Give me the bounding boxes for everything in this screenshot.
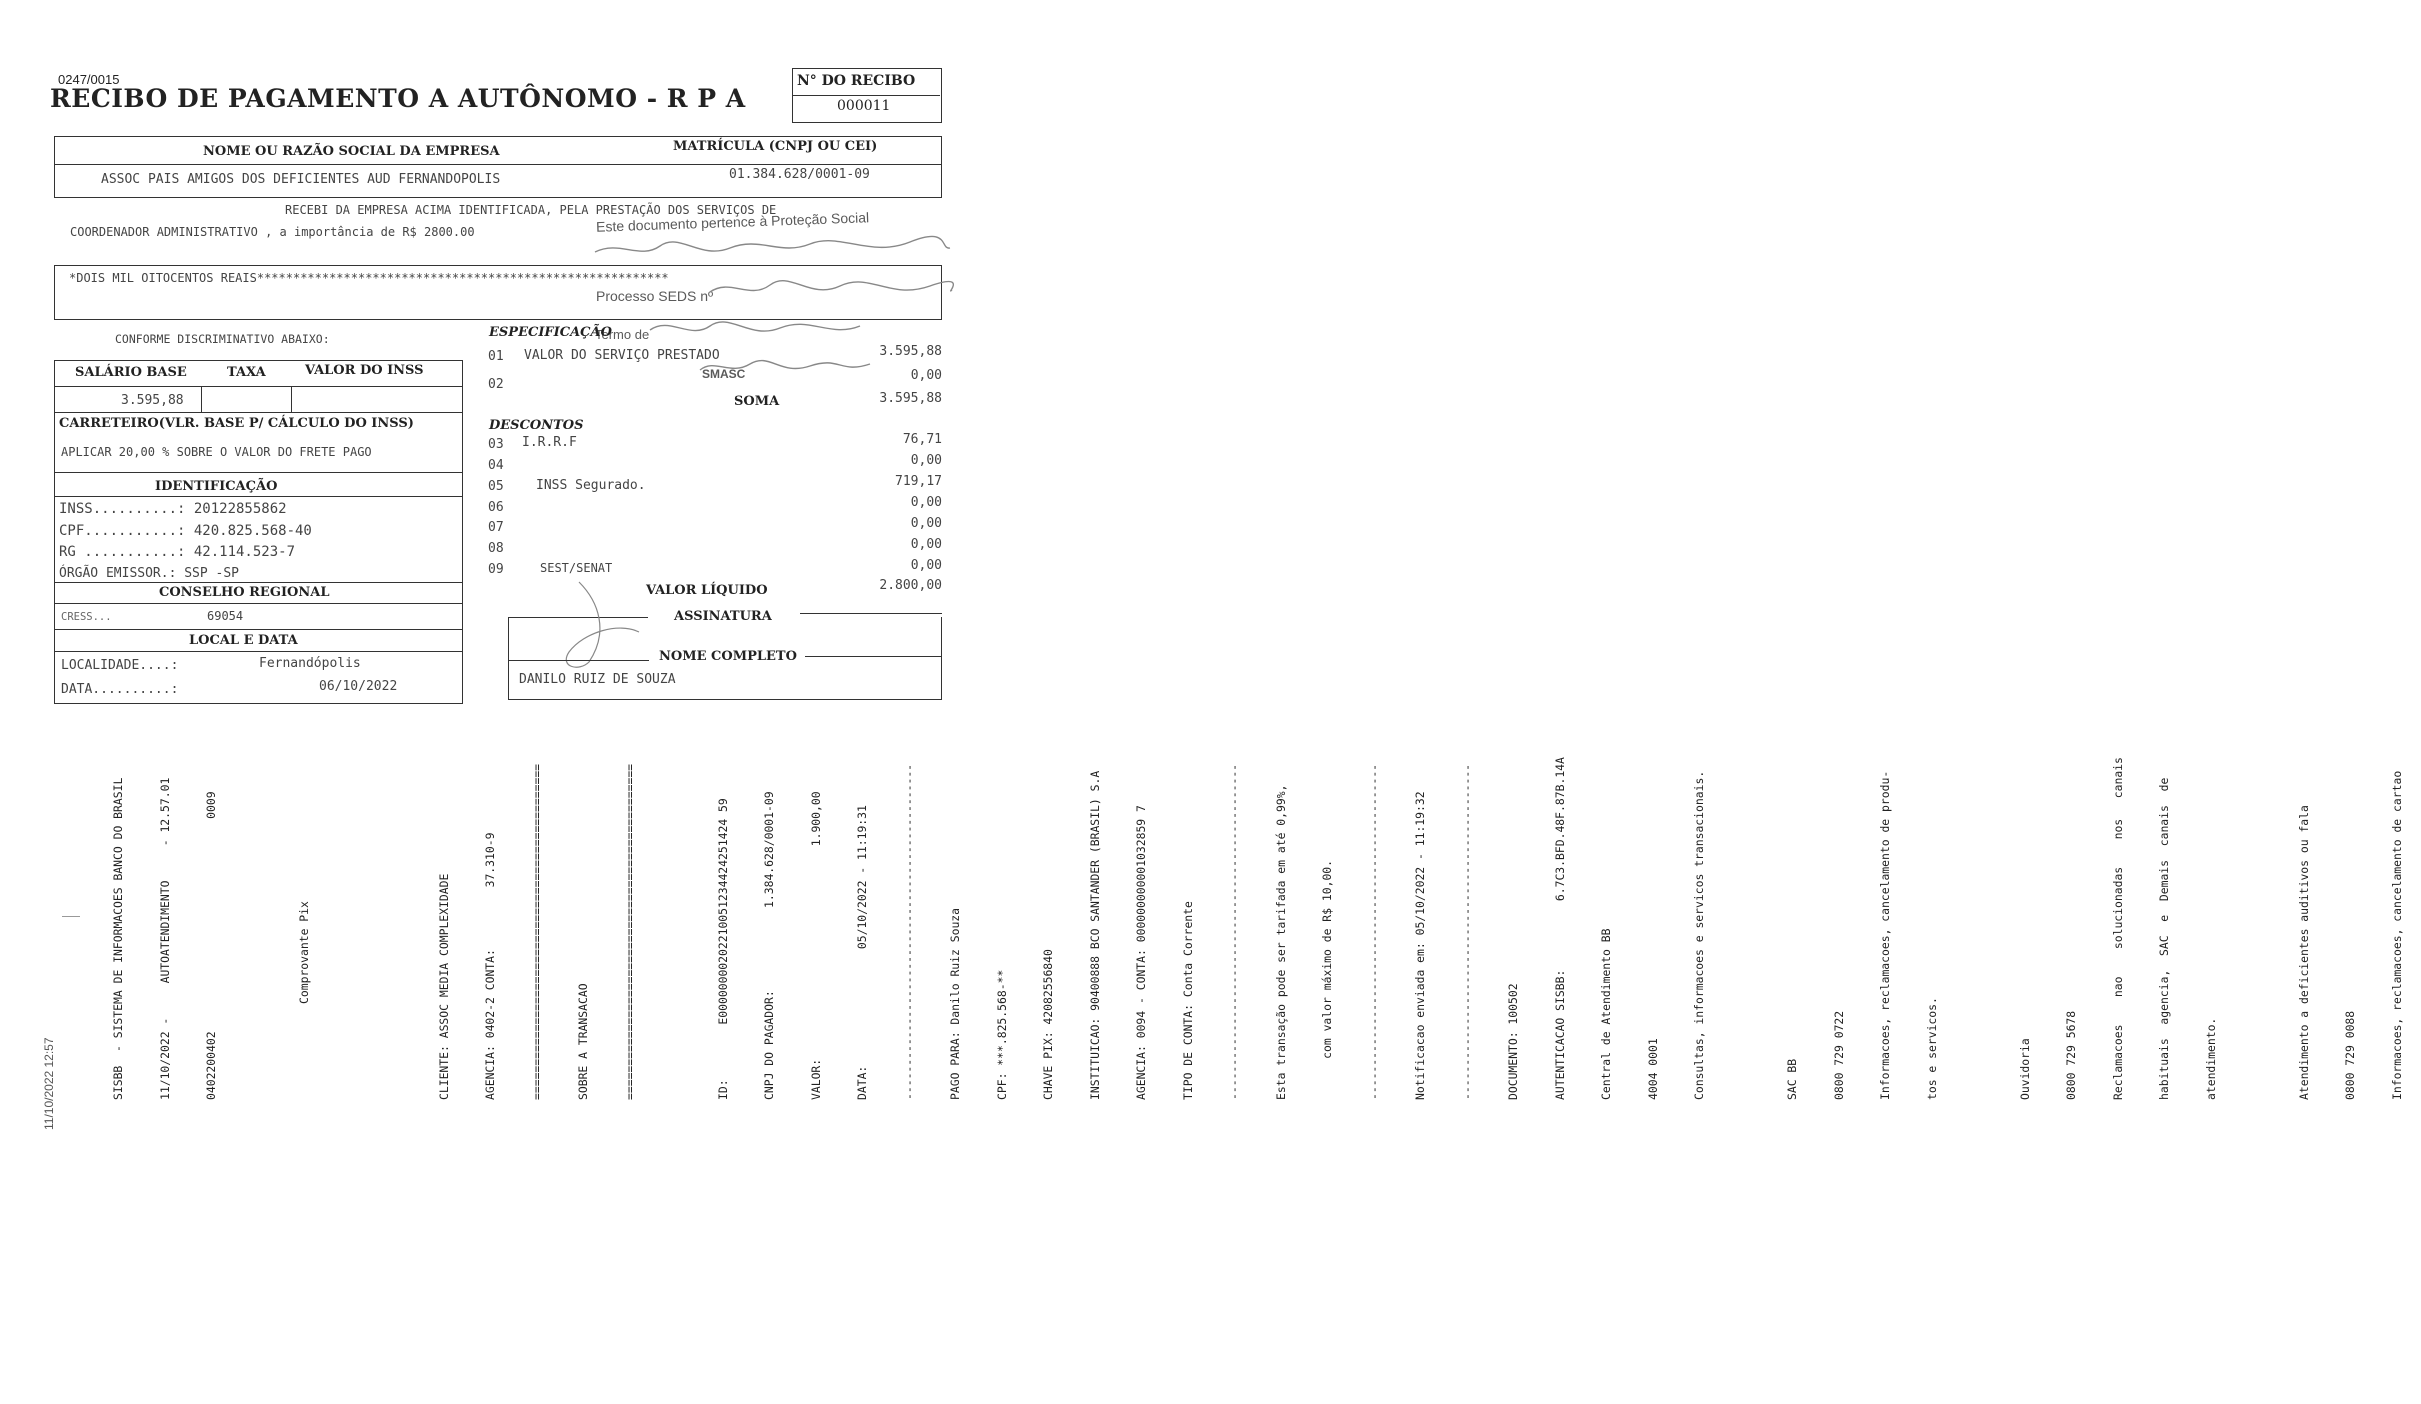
receipt-line: Atendimento a deficientes auditivos ou fala xyxy=(2296,805,2311,1100)
statement-line-1: RECEBI DA EMPRESA ACIMA IDENTIFICADA, PELA PRESTAÇÃO DOS SERVIÇOS DE xyxy=(285,203,777,217)
left-panel xyxy=(54,360,463,704)
soma-label: SOMA xyxy=(734,394,780,409)
company-cnpj-label: MATRÍCULA (CNPJ OU CEI) xyxy=(673,139,878,154)
valor-liquido-value: 2.800,00 xyxy=(879,578,942,593)
receipt-line xyxy=(390,757,406,1100)
desconto-number: 08 xyxy=(488,541,504,556)
taxa-label: TAXA xyxy=(227,365,266,380)
desconto-value: 0,00 xyxy=(910,495,942,510)
company-name: ASSOC PAIS AMIGOS DOS DEFICIENTES AUD FERNANDOPOLIS xyxy=(101,172,501,187)
desconto-value: 719,17 xyxy=(895,474,942,489)
item-02-value: 0,00 xyxy=(910,368,942,383)
cpf-line: CPF...........: 420.825.568-40 xyxy=(59,523,312,539)
receipt-line: com valor máximo de R$ 10,00. xyxy=(1320,859,1334,1100)
receipt-line: Informacoes, reclamacoes, cancelamento de produ- xyxy=(1878,770,1892,1100)
desconto-value: 0,00 xyxy=(910,537,942,552)
desconto-number: 03 xyxy=(488,437,504,452)
localidade-value: Fernandópolis xyxy=(259,656,361,671)
salary-base-label: SALÁRIO BASE xyxy=(75,365,187,380)
conforme-label: CONFORME DISCRIMINATIVO ABAIXO: xyxy=(115,332,330,346)
receipt-line: Informacoes, reclamacoes, cancelamento de cartao xyxy=(2389,770,2404,1100)
soma-value: 3.595,88 xyxy=(879,391,942,406)
receipt-line: 11/10/2022 - AUTOATENDIMENTO - 12.57.01 xyxy=(157,777,172,1100)
company-cnpj: 01.384.628/0001-09 xyxy=(729,167,870,182)
receipt-line: PAGO PARA: Danilo Ruiz Souza xyxy=(948,907,962,1100)
cress-label: CRESS... xyxy=(61,611,112,623)
stamp-line-4: SMASC xyxy=(702,367,746,381)
receipt-line: 0800 729 0722 xyxy=(1831,1010,1846,1100)
company-box xyxy=(54,136,942,198)
receipt-line: SAC BB xyxy=(1785,1058,1799,1100)
receipt-line: ------------------------------------------------- xyxy=(1227,763,1241,1100)
receipt-line: CLIENTE: ASSOC MEDIA COMPLEXIDADE xyxy=(436,873,451,1100)
receipt-line: Consultas, informacoes e servicos transacionais. xyxy=(1692,770,1706,1100)
receipt-line xyxy=(1971,757,1987,1100)
statement-line-2: COORDENADOR ADMINISTRATIVO , a importância de R$ 2800.00 xyxy=(70,225,475,239)
inss-line: INSS..........: 20122855862 xyxy=(59,501,287,517)
cress-value: 69054 xyxy=(207,609,244,623)
document-code: 0247/0015 xyxy=(58,72,120,87)
receipt-line: ID: E00000000202210051234424251424 59 xyxy=(715,798,730,1100)
receipt-line: tos e servicos. xyxy=(1924,997,1939,1100)
receipt-line: AGENCIA: 0402-2 CONTA: 37.310-9 xyxy=(483,832,497,1100)
local-data-label: LOCAL E DATA xyxy=(189,633,298,648)
receipt-line: AGENCIA: 0094 - CONTA: 000000000001032859 7 xyxy=(1134,805,1148,1100)
carreteiro-label: CARRETEIRO(VLR. BASE P/ CÁLCULO DO INSS) xyxy=(59,416,414,431)
desconto-number: 05 xyxy=(488,479,504,494)
receipt-line xyxy=(669,757,685,1100)
receipt-line xyxy=(344,757,360,1100)
bank-pix-receipt xyxy=(80,757,2421,1100)
receipt-number-value: 000011 xyxy=(837,98,891,114)
identificacao-label: IDENTIFICAÇÃO xyxy=(155,479,278,494)
receipt-line: Notificacao enviada em: 05/10/2022 - 11:19:32 xyxy=(1413,791,1427,1100)
desconto-number: 06 xyxy=(488,500,504,515)
receipt-line: 0800 729 5678 xyxy=(2064,1010,2078,1100)
side-timestamp: 11/10/2022 12:57 xyxy=(42,1037,56,1130)
receipt-line: ================================================= xyxy=(529,763,544,1100)
receipt-line: INSTITUICAO: 90400888 BCO SANTANDER (BRASIL) S.A xyxy=(1087,770,1102,1100)
data-value: 06/10/2022 xyxy=(319,679,398,694)
item-01-value: 3.595,88 xyxy=(879,344,942,359)
descontos-label: DESCONTOS xyxy=(489,418,584,433)
amount-in-words: *DOIS MIL OITOCENTOS REAIS********************************************************* xyxy=(69,271,669,285)
desconto-number: 07 xyxy=(488,520,504,535)
nome-completo-label: NOME COMPLETO xyxy=(659,649,797,664)
receipt-line xyxy=(2250,757,2266,1100)
receipt-line: habituais agencia, SAC e Demais canais de xyxy=(2157,777,2171,1100)
company-name-label: NOME OU RAZÃO SOCIAL DA EMPRESA xyxy=(203,144,500,159)
desconto-value: 0,00 xyxy=(910,558,942,573)
stamp-line-3: Termo de xyxy=(595,327,650,342)
receipt-line: ------------------------------------------------- xyxy=(1459,763,1474,1100)
desconto-value: 0,00 xyxy=(910,516,942,531)
receipt-line: 4004 0001 xyxy=(1645,1038,1660,1100)
receipt-line: 0402200402 0009 xyxy=(204,791,218,1100)
inss-value-label: VALOR DO INSS xyxy=(305,363,424,378)
receipt-number-box xyxy=(792,68,942,123)
page-title: RECIBO DE PAGAMENTO A AUTÔNOMO - R P A xyxy=(50,84,746,113)
orgao-emissor-line: ÓRGÃO EMISSOR.: SSP -SP xyxy=(59,566,240,581)
conselho-regional-label: CONSELHO REGIONAL xyxy=(159,585,330,600)
receipt-line: ------------------------------------------------- xyxy=(901,763,916,1100)
receipt-line: 0800 729 0088 xyxy=(2343,1010,2357,1100)
receipt-line: DATA: 05/10/2022 - 11:19:31 xyxy=(855,805,869,1100)
receipt-number-label: N° DO RECIBO xyxy=(797,73,916,89)
item-02-number: 02 xyxy=(488,377,504,392)
localidade-label: LOCALIDADE....: xyxy=(61,658,179,673)
receipt-line: ================================================= xyxy=(622,763,637,1100)
receipt-line: CNPJ DO PAGADOR: 1.384.628/0001-09 xyxy=(762,791,776,1100)
data-label: DATA..........: xyxy=(61,682,179,697)
receipt-line: ------------------------------------------------- xyxy=(1366,763,1381,1100)
receipt-line: VALOR: 1.900,00 xyxy=(808,791,823,1100)
receipt-line xyxy=(251,757,267,1100)
receipt-line: Comprovante Pix xyxy=(297,901,311,1100)
receipt-line: SISBB - SISTEMA DE INFORMACOES BANCO DO BRASIL xyxy=(111,777,125,1100)
receipt-line: Central de Atendimento BB xyxy=(1599,928,1613,1100)
desconto-value: 0,00 xyxy=(910,453,942,468)
receipt-line xyxy=(1739,757,1755,1100)
item-01-desc: VALOR DO SERVIÇO PRESTADO xyxy=(524,348,720,363)
assinatura-label: ASSINATURA xyxy=(674,609,772,624)
receipt-line: DOCUMENTO: 100502 xyxy=(1506,983,1520,1100)
salary-base-value: 3.595,88 xyxy=(121,393,184,408)
carreteiro-text: APLICAR 20,00 % SOBRE O VALOR DO FRETE PAGO xyxy=(61,445,372,459)
stamp-line-1: Este documento pertence à Proteção Social xyxy=(595,209,870,235)
receipt-line: Reclamacoes nao solucionadas nos canais xyxy=(2110,757,2125,1100)
signature-box xyxy=(508,617,942,700)
desconto-value: 76,71 xyxy=(902,432,942,447)
receipt-line: Ouvidoria xyxy=(2017,1038,2032,1100)
item-01-number: 01 xyxy=(488,349,504,364)
valor-liquido-label: VALOR LÍQUIDO xyxy=(646,583,768,598)
rg-line: RG ...........: 42.114.523-7 xyxy=(59,544,296,560)
signature-scribble xyxy=(529,572,669,682)
receipt-line: CPF: ***.825.568-** xyxy=(994,969,1009,1100)
desconto-number: 04 xyxy=(488,458,504,473)
desconto-desc: I.R.R.F xyxy=(522,435,577,450)
receipt-line: atendimento. xyxy=(2203,1017,2218,1100)
desconto-number: 09 xyxy=(488,562,504,577)
receipt-line: AUTENTICACAO SISBB: 6.7C3.BFD.48F.87B.14A xyxy=(1552,757,1567,1100)
stamp-line-2: Processo SEDS nº xyxy=(596,288,714,304)
receipt-line: Esta transação pode ser tarifada em até 0,99%, xyxy=(1273,784,1288,1100)
nome-completo-value: DANILO RUIZ DE SOUZA xyxy=(519,672,676,687)
desconto-desc: INSS Segurado. xyxy=(536,478,646,493)
receipt-line: SOBRE A TRANSACAO xyxy=(576,983,590,1100)
desconto-desc: SEST/SENAT xyxy=(540,561,613,575)
especificacao-label: ESPECIFICAÇÃO xyxy=(489,325,612,340)
receipt-line: CHAVE PIX: 42082556840 xyxy=(1041,949,1055,1100)
receipt-line: TIPO DE CONTA: Conta Corrente xyxy=(1180,901,1195,1100)
